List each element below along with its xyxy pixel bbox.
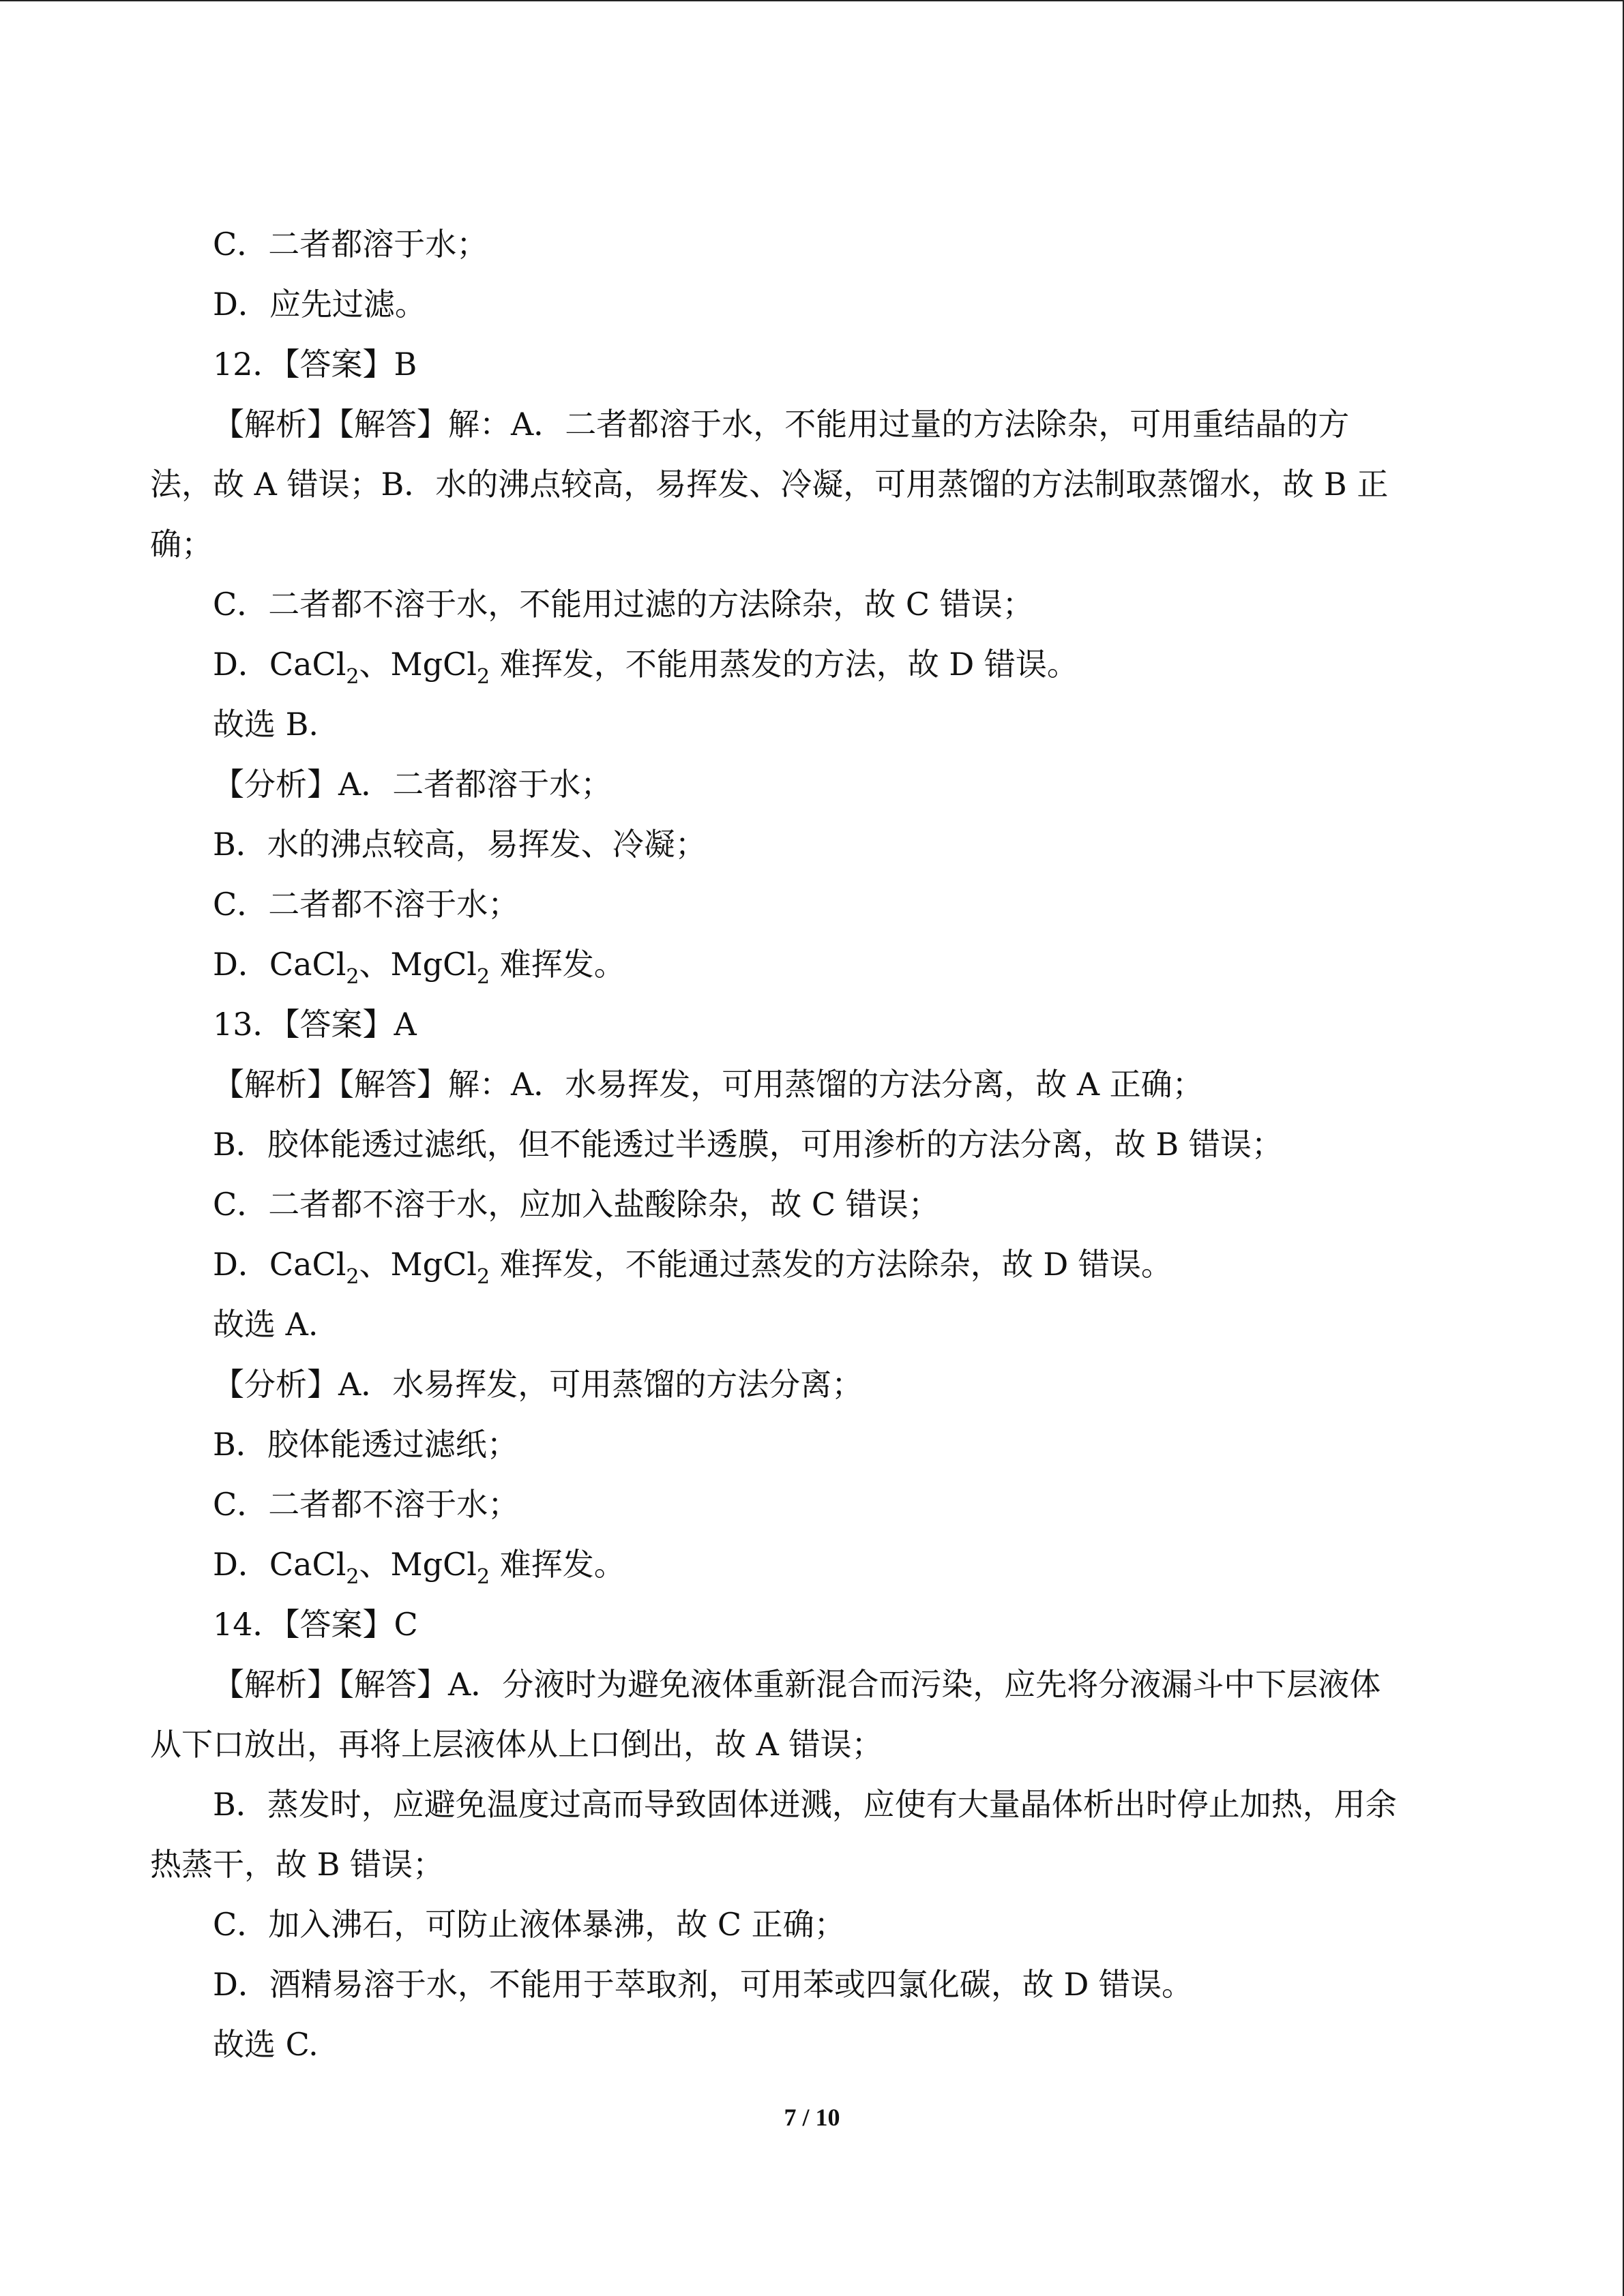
text-segment: D．CaCl bbox=[213, 946, 346, 983]
text-segment: D．CaCl bbox=[213, 646, 346, 683]
text-line: 故选 C. bbox=[213, 2026, 319, 2063]
question-answer-heading: 14．【答案】C bbox=[213, 1606, 418, 1643]
text-line: 【解析】【解答】A．分液时为避免液体重新混合而污染，应先将分液漏斗中下层液体 bbox=[213, 1666, 1381, 1703]
text-line: C．二者都不溶于水； bbox=[213, 886, 520, 923]
page-number: 7 / 10 bbox=[784, 2104, 840, 2131]
text-line bbox=[150, 634, 1446, 694]
subscript: 2 bbox=[476, 665, 490, 689]
text-line: C．二者都不溶于水； bbox=[213, 1486, 520, 1523]
text-segment: 难挥发，不能用蒸发的方法，故 D 错误。 bbox=[490, 646, 1078, 683]
text-segment: D．CaCl bbox=[213, 1246, 346, 1283]
text-line: 【分析】A．二者都溶于水； bbox=[213, 766, 612, 803]
text-line: 【解析】【解答】解：A．二者都溶于水，不能用过量的方法除杂，可用重结晶的方 bbox=[213, 406, 1350, 443]
text-line bbox=[150, 934, 1446, 994]
text-line: D．酒精易溶于水，不能用于萃取剂，可用苯或四氯化碳，故 D 错误。 bbox=[213, 1966, 1194, 2003]
text-segment: 难挥发。 bbox=[490, 1546, 625, 1583]
page-content bbox=[150, 214, 1446, 2074]
subscript: 2 bbox=[346, 1565, 359, 1589]
subscript: 2 bbox=[476, 1265, 490, 1289]
text-line bbox=[150, 1534, 1446, 1594]
subscript: 2 bbox=[476, 1565, 490, 1589]
text-segment: D．CaCl bbox=[213, 1546, 346, 1583]
text-line: B．胶体能透过滤纸，但不能透过半透膜，可用渗析的方法分离，故 B 错误； bbox=[213, 1126, 1283, 1163]
text-line: B．蒸发时，应避免温度过高而导致固体迸溅，应使有大量晶体析出时停止加热，用余 bbox=[213, 1786, 1397, 1823]
text-line: 热蒸干，故 B 错误； bbox=[150, 1846, 445, 1883]
question-answer-heading: 12．【答案】B bbox=[213, 346, 417, 383]
subscript: 2 bbox=[346, 665, 359, 689]
text-segment: 难挥发，不能通过蒸发的方法除杂，故 D 错误。 bbox=[490, 1246, 1172, 1283]
text-line: 【分析】A．水易挥发，可用蒸馏的方法分离； bbox=[213, 1366, 863, 1403]
text-line: C．二者都不溶于水，应加入盐酸除杂，故 C 错误； bbox=[213, 1186, 940, 1223]
text-line: 故选 B. bbox=[213, 706, 319, 743]
subscript: 2 bbox=[346, 1265, 359, 1289]
text-line: B．胶体能透过滤纸； bbox=[213, 1426, 518, 1463]
text-line: 【解析】【解答】解：A．水易挥发，可用蒸馏的方法分离，故 A 正确； bbox=[213, 1066, 1204, 1103]
subscript: 2 bbox=[346, 965, 359, 989]
text-segment: 难挥发。 bbox=[490, 946, 625, 983]
text-segment: 、MgCl bbox=[359, 946, 477, 983]
text-line: 确； bbox=[150, 526, 213, 563]
question-answer-heading: 13．【答案】A bbox=[213, 1006, 417, 1043]
text-line bbox=[150, 1234, 1446, 1294]
text-line: 从下口放出，再将上层液体从上口倒出，故 A 错误； bbox=[150, 1726, 883, 1763]
subscript: 2 bbox=[476, 965, 490, 989]
text-line: C．加入沸石，可防止液体暴沸，故 C 正确； bbox=[213, 1906, 846, 1943]
text-segment: 、MgCl bbox=[359, 646, 477, 683]
text-line: B．水的沸点较高，易挥发、冷凝； bbox=[213, 826, 707, 863]
text-line: 法，故 A 错误；B．水的沸点较高，易挥发、冷凝，可用蒸馏的方法制取蒸馏水，故 B 正 bbox=[150, 466, 1389, 503]
text-line: D．应先过滤。 bbox=[213, 286, 426, 323]
text-line: C．二者都溶于水； bbox=[213, 226, 488, 263]
text-segment: 、MgCl bbox=[359, 1246, 477, 1283]
text-line: 故选 A. bbox=[213, 1306, 319, 1343]
text-line: C．二者都不溶于水，不能用过滤的方法除杂，故 C 错误； bbox=[213, 586, 1034, 623]
text-segment: 、MgCl bbox=[359, 1546, 477, 1583]
